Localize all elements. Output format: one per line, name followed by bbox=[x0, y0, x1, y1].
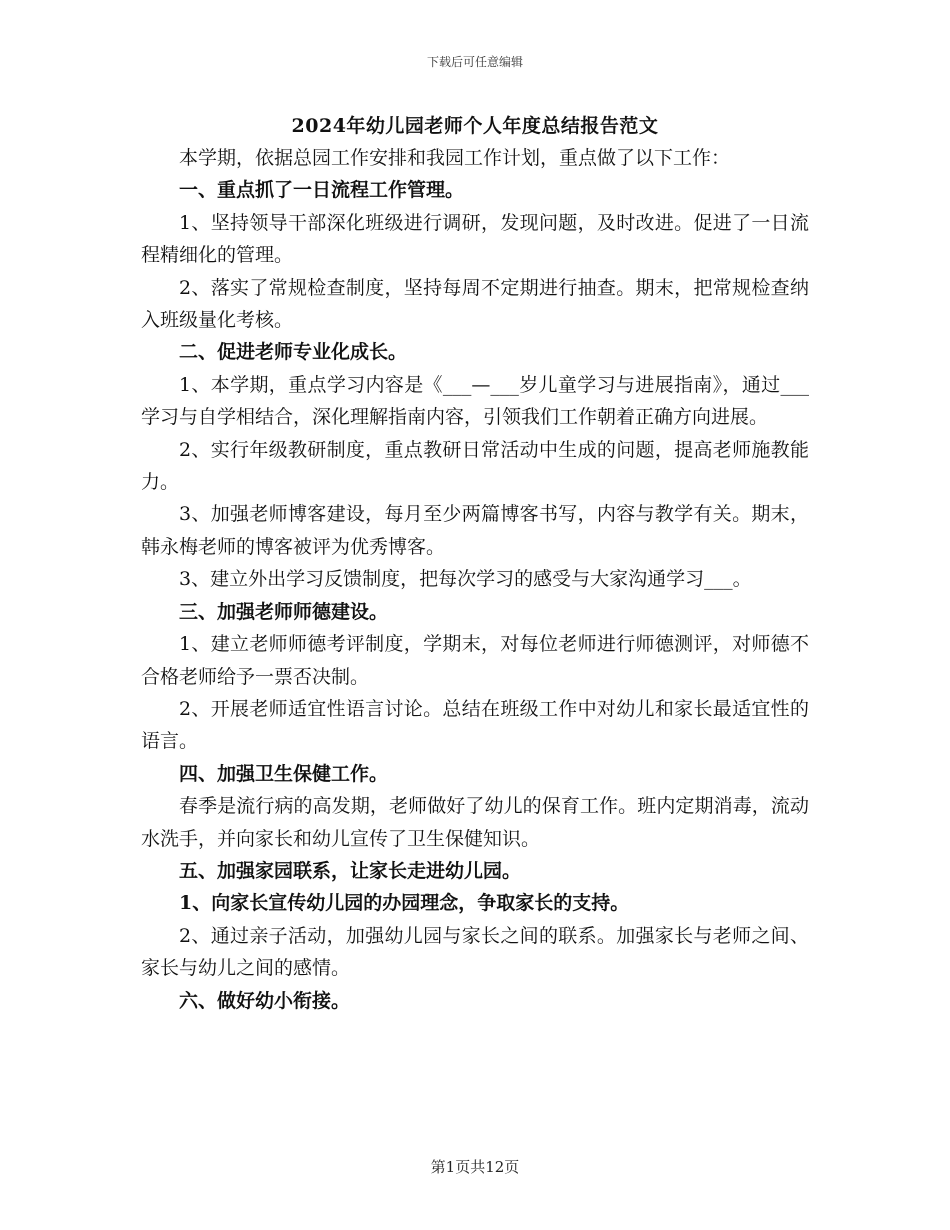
paragraph-4-1: 春季是流行病的高发期，老师做好了幼儿的保育工作。班内定期消毒，流动水洗手，并向家长和幼儿宣传了卫生保健知识。 bbox=[141, 795, 809, 850]
page-footer: 第1页共12页 bbox=[430, 1158, 520, 1176]
paragraph-1-2: 2、落实了常规检查制度，坚持每周不定期进行抽查。期末，把常规检查纳入班级量化考核。 bbox=[141, 276, 809, 332]
paragraph-2-1: 1、本学期，重点学习内容是《___—___岁儿童学习与进展指南》，通过___学习与自学相结合，深化理解指南内容，引领我们工作朝着正确方向进展。 bbox=[141, 373, 809, 429]
paragraph-5-1: 1、向家长宣传幼儿园的办园理念，争取家长的支持。 bbox=[179, 892, 630, 915]
paragraph-3-2: 2、开展老师适宜性语言讨论。总结在班级工作中对幼儿和家长最适宜性的语言。 bbox=[141, 697, 809, 753]
paragraph-1-1: 1、坚持领导干部深化班级进行调研，发现问题，及时改进。促进了一日流程精细化的管理。 bbox=[141, 211, 809, 267]
paragraph-2-2: 2、实行年级教研制度，重点教研日常活动中生成的问题，提高老师施教能力。 bbox=[141, 438, 809, 494]
paragraph-3-1: 1、建立老师师德考评制度，学期末，对每位老师进行师德测评，对师德不合格老师给予一票否决制。 bbox=[141, 633, 809, 688]
section-heading-3: 三、加强老师师德建设。 bbox=[179, 600, 389, 623]
paragraph-intro: 本学期，依据总园工作安排和我园工作计划，重点做了以下工作： bbox=[179, 147, 731, 169]
section-heading-6: 六、做好幼小衔接。 bbox=[179, 989, 351, 1012]
document-title: 2024年幼儿园老师个人年度总结报告范文 bbox=[291, 115, 659, 137]
paragraph-5-2: 2、通过亲子活动，加强幼儿园与家长之间的联系。加强家长与老师之间、家长与幼儿之间的感情。 bbox=[141, 924, 809, 980]
paragraph-2-4: 3、建立外出学习反馈制度，把每次学习的感受与大家沟通学习___。 bbox=[179, 568, 752, 591]
section-heading-1: 一、重点抓了一日流程工作管理。 bbox=[179, 179, 465, 202]
header-note: 下载后可任意编辑 bbox=[426, 55, 523, 69]
section-heading-5: 五、加强家园联系，让家长走进幼儿园。 bbox=[179, 859, 522, 882]
document-body bbox=[141, 142, 809, 1017]
section-heading-2: 二、促进老师专业化成长。 bbox=[179, 341, 408, 364]
paragraph-2-3: 3、加强老师博客建设，每月至少两篇博客书写，内容与教学有关。期末，韩永梅老师的博客被评为优秀博客。 bbox=[141, 503, 809, 558]
section-heading-4: 四、加强卫生保健工作。 bbox=[179, 762, 389, 785]
